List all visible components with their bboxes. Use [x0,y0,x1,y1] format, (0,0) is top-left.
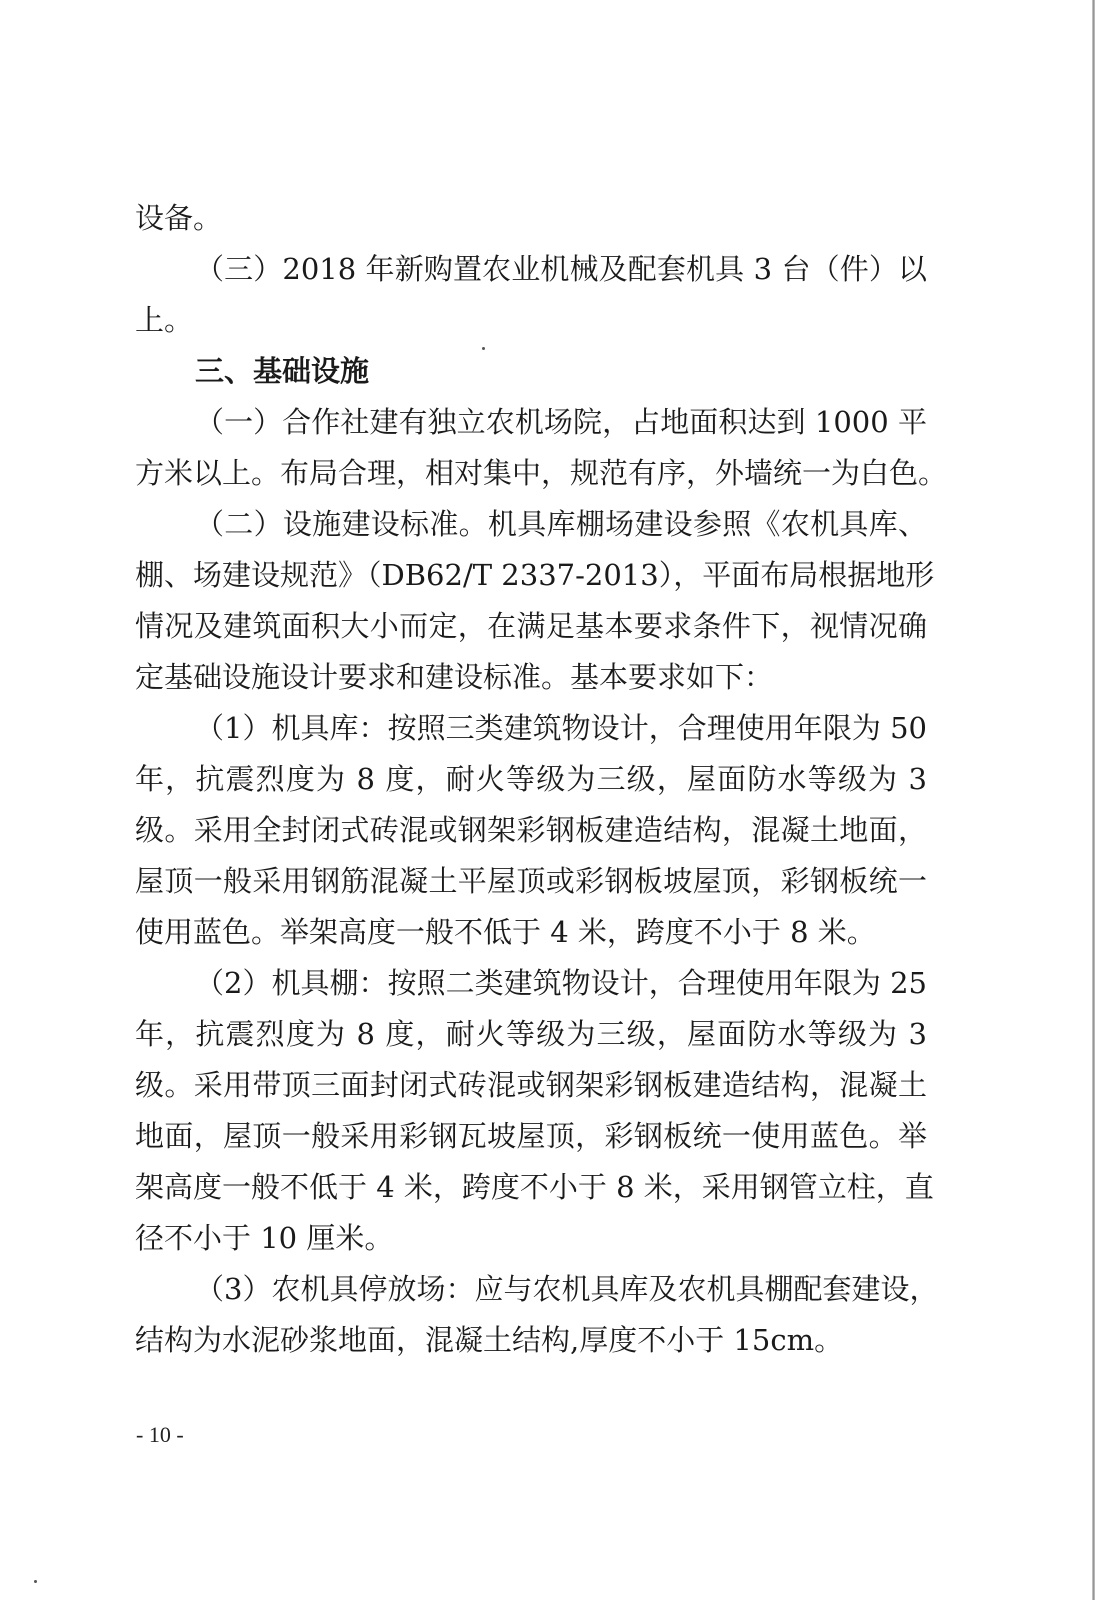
paragraph-line: 架高度一般不低于 4 米，跨度不小于 8 米，采用钢管立柱，直 [135,1170,934,1204]
paragraph-line: 情况及建筑面积大小而定，在满足基本要求条件下，视情况确 [135,609,927,643]
paragraph-line: 级。采用带顶三面封闭式砖混或钢架彩钢板建造结构，混凝土 [135,1068,927,1102]
paragraph-line: （3）农机具停放场：应与农机具库及农机具棚配套建设， [195,1272,939,1306]
paragraph-line: （2）机具棚：按照二类建筑物设计，合理使用年限为 25 [195,966,927,1000]
paragraph-line: （二）设施建设标准。机具库棚场建设参照《农机具库、 [195,507,927,541]
paragraph-line: 定基础设施设计要求和建设标准。基本要求如下： [135,660,774,694]
paragraph-line: （一）合作社建有独立农机场院，占地面积达到 1000 平 [195,405,927,439]
paragraph-line: （三）2018 年新购置农业机械及配套机具 3 台（件）以 [195,252,927,286]
paragraph-line: 方米以上。布局合理，相对集中，规范有序，外墙统一为白色。 [135,456,948,490]
paragraph-line: 棚、场建设规范》（DB62/T 2337-2013），平面布局根据地形 [135,558,935,592]
paragraph-line: 上。 [135,303,194,337]
paragraph-line: 地面，屋顶一般采用彩钢瓦坡屋顶，彩钢板统一使用蓝色。举 [135,1119,927,1153]
scan-edge-shadow [1092,0,1095,1600]
paragraph-line: 径不小于 10 厘米。 [135,1221,394,1255]
paragraph-line: 年，抗震烈度为 8 度，耐火等级为三级，屋面防水等级为 3 [135,762,927,796]
scan-speck [34,1580,37,1583]
paragraph-line: 设备。 [135,201,223,235]
paragraph-line: （1）机具库：按照三类建筑物设计，合理使用年限为 50 [195,711,927,745]
document-body [135,193,948,1366]
paragraph-line: 屋顶一般采用钢筋混凝土平屋顶或彩钢板坡屋顶，彩钢板统一 [135,864,927,898]
paragraph-line: 使用蓝色。举架高度一般不低于 4 米，跨度不小于 8 米。 [135,915,876,949]
paragraph-line: 结构为水泥砂浆地面，混凝土结构,厚度不小于 15cm。 [135,1323,844,1357]
paragraph-line: 级。采用全封闭式砖混或钢架彩钢板建造结构，混凝土地面， [135,813,927,847]
paragraph-line: 年，抗震烈度为 8 度，耐火等级为三级，屋面防水等级为 3 [135,1017,927,1051]
section-heading: 三、基础设施 [195,354,370,388]
page-number: - 10 - [136,1422,184,1447]
scan-speck [482,347,485,350]
